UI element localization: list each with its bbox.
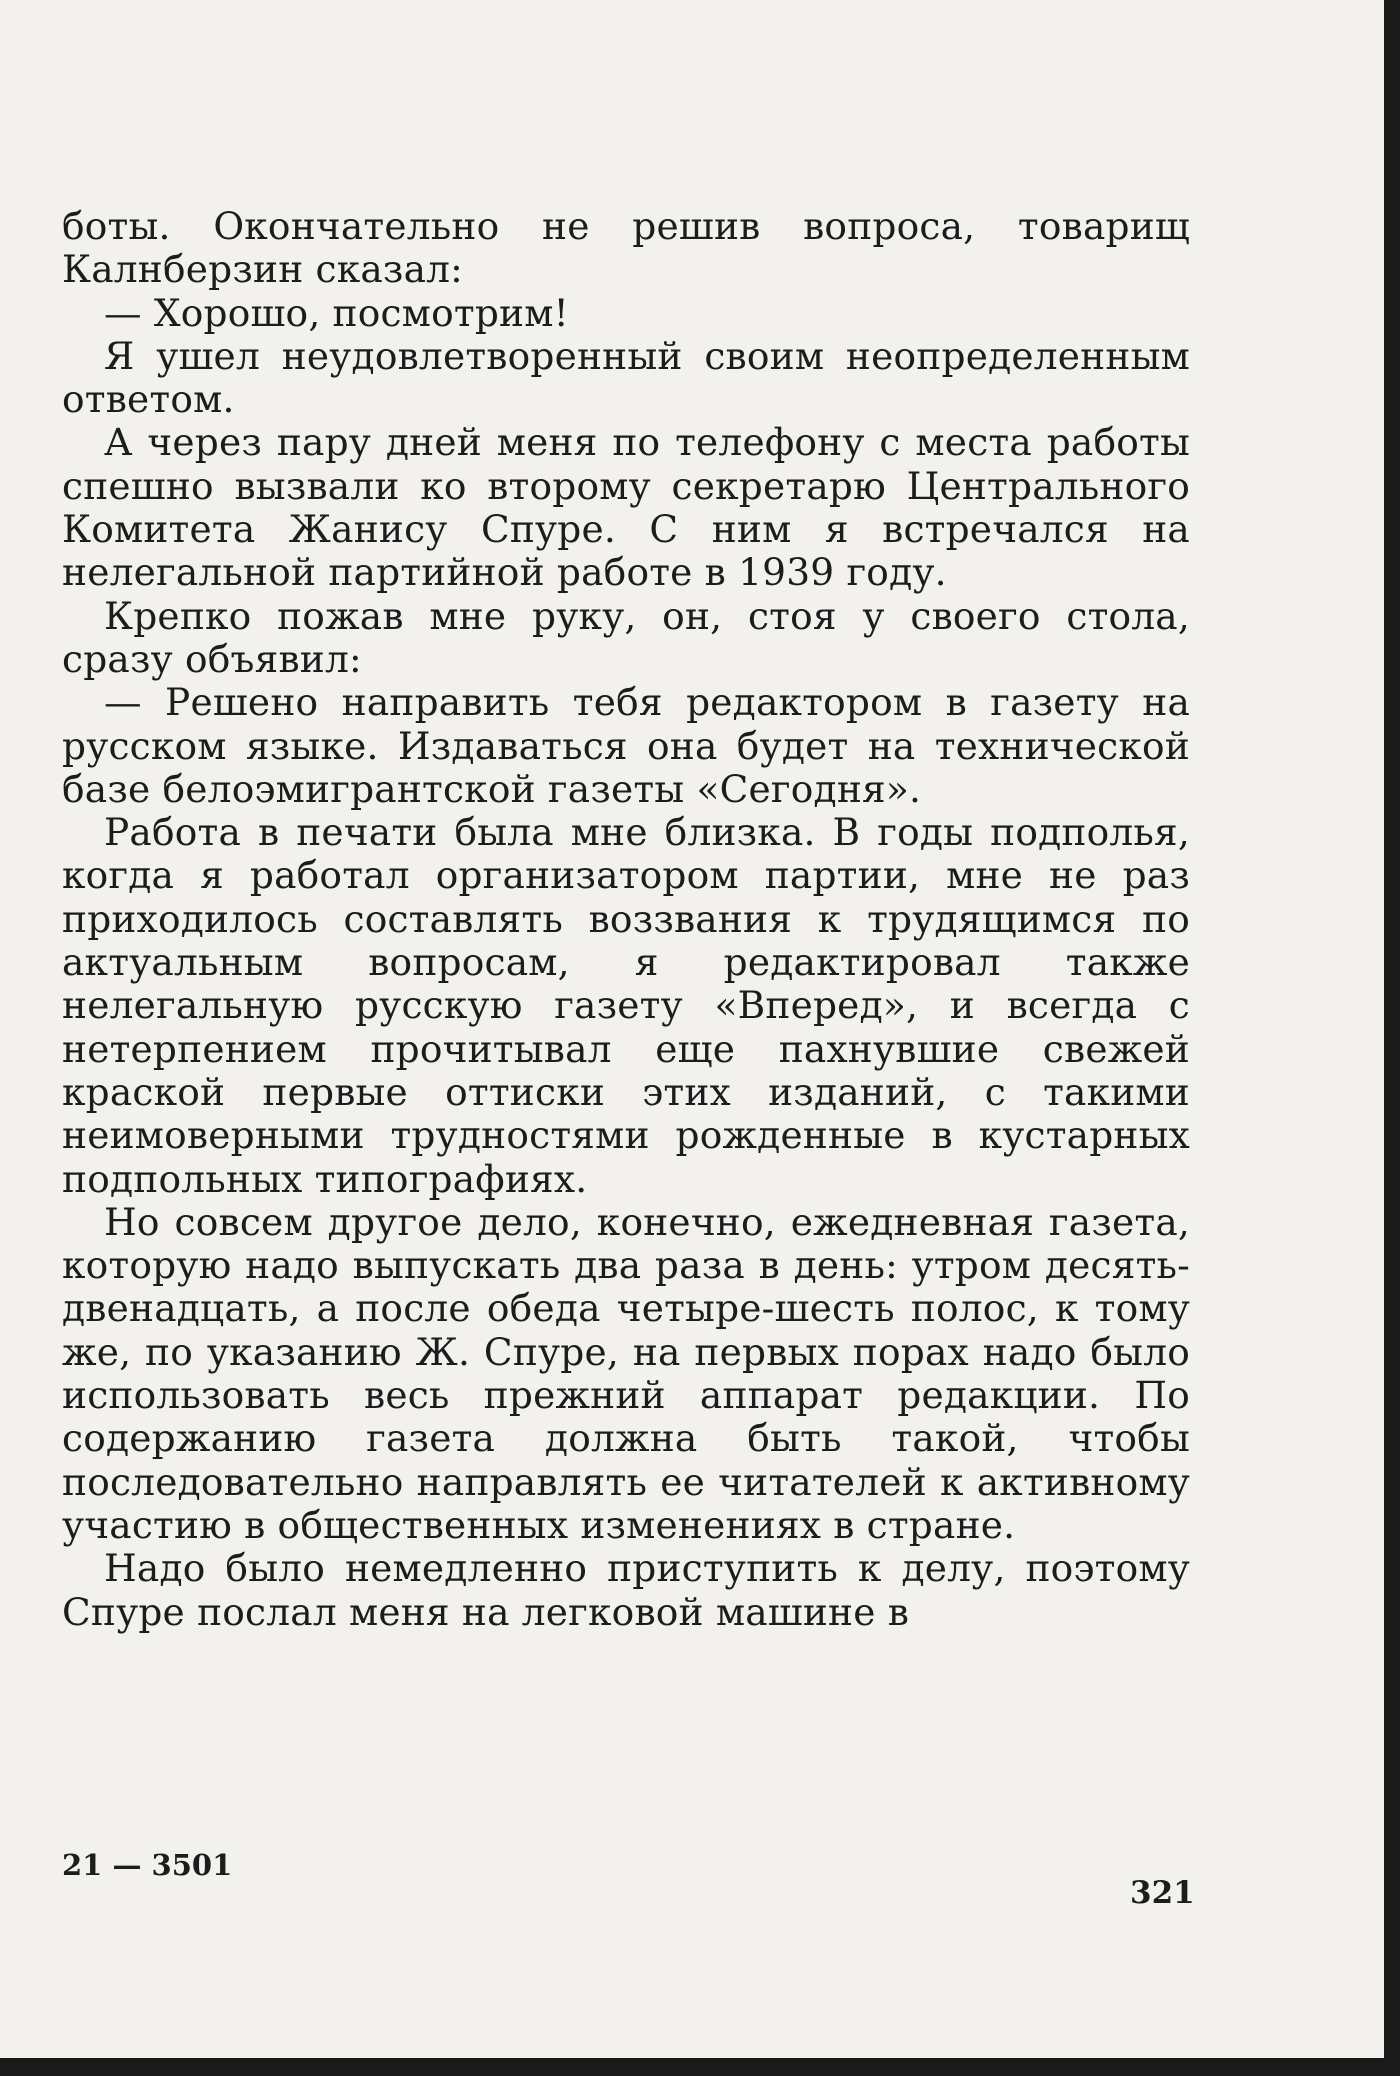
paragraph: Работа в печати была мне близка. В годы подполья, когда я работал организатором партии, мне не раз приходилось составлять воззвания к трудящимся по актуальным вопросам, я редактировал также нелегальную русскую газету «Вперед», и всегда с нетерпением прочитывал еще пахнувшие свежей краской первые оттиски этих изданий, с такими неимоверными трудностями рожденные в кустарных подпольных типографиях. (62, 810, 1190, 1201)
paragraph: — Хорошо, посмотрим! (104, 290, 569, 335)
paragraph: Крепко пожав мне руку, он, стоя у своего стола, сразу объявил: (62, 593, 1190, 681)
paragraph: боты. Окончательно не решив вопроса, товарищ Калнберзин сказал: (62, 204, 1190, 292)
page-number: 321 (1130, 1875, 1195, 1911)
paragraph: Я ушел неудовлетворенный своим неопределенным ответом. (62, 333, 1190, 422)
paragraph: Но совсем другое дело, конечно, ежедневная газета, которую надо выпускать два раза в день: утром десять-двенадцать, а после обеда четыре-шесть полос, к тому же, по указанию Ж. Спуре, на первых порах надо было использовать весь прежний аппарат редакции. По содержанию газета должна быть такой, чтобы последовательно направлять ее читателей к активному участию в общественных изменениях в стране. (62, 1199, 1190, 1547)
paragraph: Надо было немедленно приступить к делу, поэтому Спуре послал меня на легковой машине в (62, 1546, 1190, 1634)
paragraph: А через пару дней меня по телефону с места работы спешно вызвали ко второму секретарю Центрального Комитета Жанису Спуре. С ним я встречался на нелегальной партийной работе в 1939 году. (62, 420, 1190, 595)
body-text (62, 205, 1190, 1634)
printer-signature: 21 — 3501 (62, 1848, 233, 1882)
paragraph: — Решено направить тебя редактором в газету на русском языке. Издаваться она будет на технической базе белоэмигрантской газеты «Сегодня». (62, 680, 1190, 811)
